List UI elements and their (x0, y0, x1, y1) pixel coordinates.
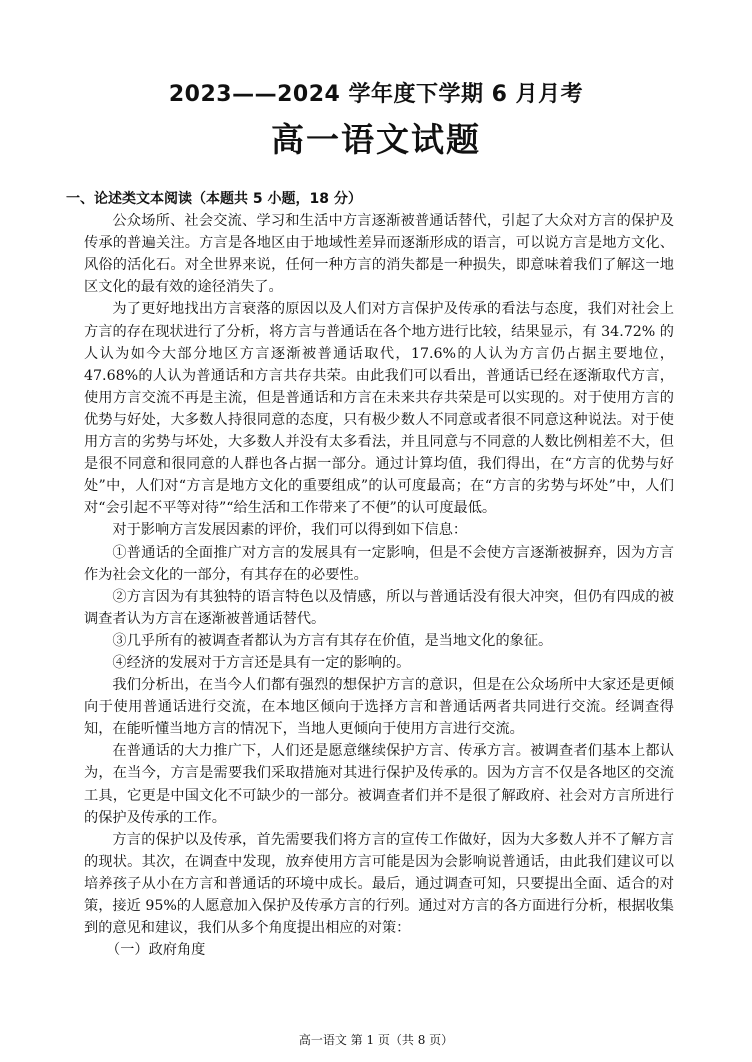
list-item: ④经济的发展对于方言还是具有一定的影响的。 (112, 654, 411, 671)
list-item: ②方言因为有其独特的语言特色以及情感，所以与普通话没有很大冲突，但仍有四成的被调查者认为方言在逐渐被普通话替代。 (84, 588, 674, 627)
paragraph: 为了更好地找出方言衰落的原因以及人们对方言保护及传承的看法与态度，我们对社会上方言的存在现状进行了分析，将方言与普通话在各个地方进行比较，结果显示，有 34.72% 的人认为如今大部分地区方言逐渐被普通话取代，17.6%的人认为方言仍占据主要地位，47.68%的人认为普通话和方言共存共荣。由此我们可以看出，普通话已经在逐渐取代方言，使用方言交流不再是主流，但是普通话和方言在未来共存共荣是可以实现的。对于使用方言的优势与好处，大多数人持很同意的态度，只有极少数人不同意或者很不同意这种说法。对于使用方言的劣势与坏处，大多数人并没有太多看法，并且同意与不同意的人数比例相差不大，但是很不同意和很同意的人群也各占据一部分。通过计算均值，我们得出，在“方言的优势与好处”中，人们对“方言是地方文化的重要组成”的认可度最高；在“方言的劣势与坏处”中，人们对“会引起不平等对待”“给生活和工作带来了不便”的认可度最低。 (84, 301, 674, 517)
paragraph: 我们分析出，在当今人们都有强烈的想保护方言的意识，但是在公众场所中大家还是更倾向于使用普通话进行交流，在本地区倾向于选择方言和普通话两者共同进行交流。经调查得知，在能听懂当地方言的情况下，当地人更倾向于使用方言进行交流。 (84, 677, 674, 738)
paragraph: 对于影响方言发展因素的评价，我们可以得到如下信息： (112, 522, 468, 539)
sub-heading: （一）政府角度 (106, 942, 206, 959)
page-footer: 高一语文 第 1 页（共 8 页） (298, 1033, 454, 1047)
paragraph: 公众场所、社会交流、学习和生活中方言逐渐被普通话替代，引起了大众对方言的保护及传承的普遍关注。方言是各地区由于地域性差异而逐渐形成的语言，可以说方言是地方文化、风俗的活化石。对全世界来说，任何一种方言的消失都是一种损失，即意味着我们了解这一地区文化的最有效的途径消失了。 (84, 213, 674, 296)
section-body (66, 188, 674, 961)
section-heading: 一、论述类文本阅读（本题共 5 小题，18 分） (66, 191, 362, 207)
exam-title: 2023——2024 学年度下学期 6 月月考 (168, 82, 584, 107)
list-item: ③几乎所有的被调查者都认为方言有其存在价值，是当地文化的象征。 (112, 632, 553, 649)
paragraph: 方言的保护以及传承，首先需要我们将方言的宣传工作做好，因为大多数人并不了解方言的现状。其次，在调查中发现，放弃使用方言可能是因为会影响说普通话，由此我们建议可以培养孩子从小在方言和普通话的环境中成长。最后，通过调查可知，只要提出全面、适合的对策，接近 95%的人愿意加入保护及传承方言的行列。通过对方言的各方面进行分析，根据收集到的意见和建议，我们从多个角度提出相应的对策： (84, 831, 674, 937)
exam-subtitle: 高一语文试题 (271, 120, 481, 159)
list-item: ①普通话的全面推广对方言的发展具有一定影响，但是不会使方言逐渐被摒弃，因为方言作为社会文化的一部分，有其存在的必要性。 (84, 544, 674, 583)
paragraph: 在普通话的大力推广下，人们还是愿意继续保护方言、传承方言。被调查者们基本上都认为，在当今，方言是需要我们采取措施对其进行保护及传承的。因为方言不仅是各地区的交流工具，它更是中国文化不可缺少的一部分。被调查者们并不是很了解政府、社会对方言所进行的保护及传承的工作。 (84, 743, 674, 826)
